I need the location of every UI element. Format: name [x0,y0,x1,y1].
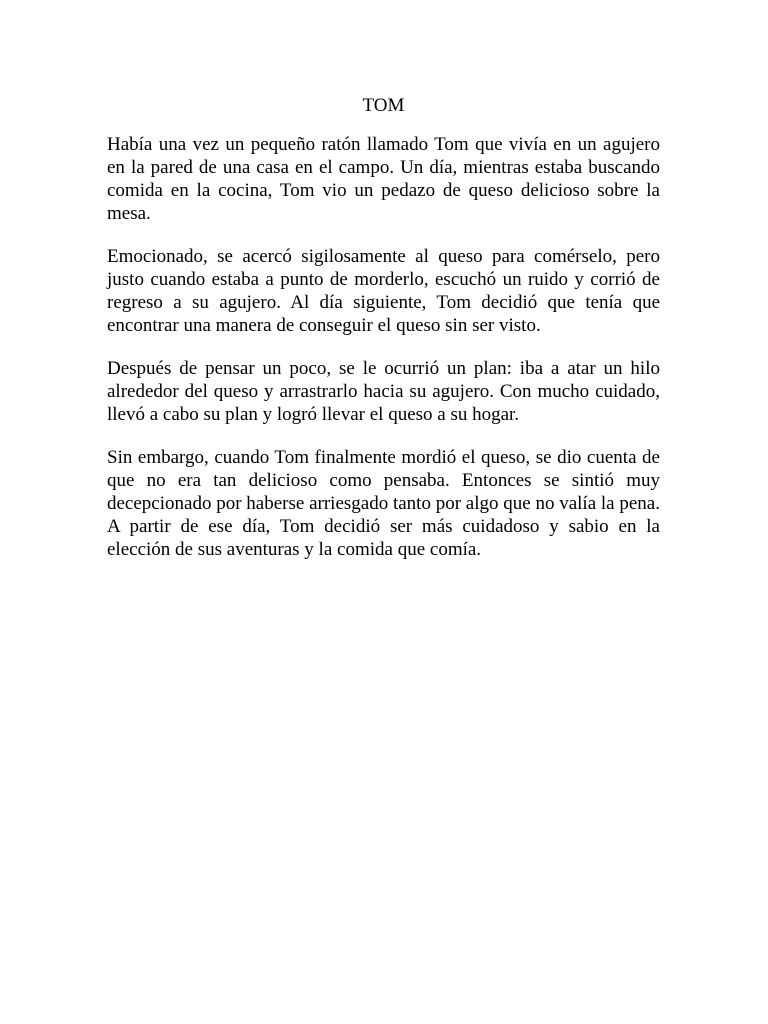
paragraph-4: Sin embargo, cuando Tom finalmente mordió el queso, se dio cuenta de que no era tan delicioso como pensaba. Entonces se sintió muy decepcionado por haberse arriesgado tanto por algo que no valía la pena. A partir de ese día, Tom decidió ser más cuidadoso y sabio en la elección de sus aventuras y la comida que comía. [107,447,660,560]
paragraph-2: Emocionado, se acercó sigilosamente al queso para comérselo, pero justo cuando estaba a punto de morderlo, escuchó un ruido y corrió de regreso a su agujero. Al día siguiente, Tom decidió que tenía que encontrar una manera de conseguir el queso sin ser visto. [107,246,660,336]
paragraph-3: Después de pensar un poco, se le ocurrió un plan: iba a atar un hilo alrededor del queso y arrastrarlo hacia su agujero. Con mucho cuidado, llevó a cabo su plan y logró llevar el queso a su hogar. [107,358,660,425]
document-title: TOM [362,95,405,116]
document-body [107,94,660,561]
paragraph-1: Había una vez un pequeño ratón llamado Tom que vivía en un agujero en la pared de una casa en el campo. Un día, mientras estaba buscando comida en la cocina, Tom vio un pedazo de queso delicioso sobre la mesa. [107,134,660,224]
